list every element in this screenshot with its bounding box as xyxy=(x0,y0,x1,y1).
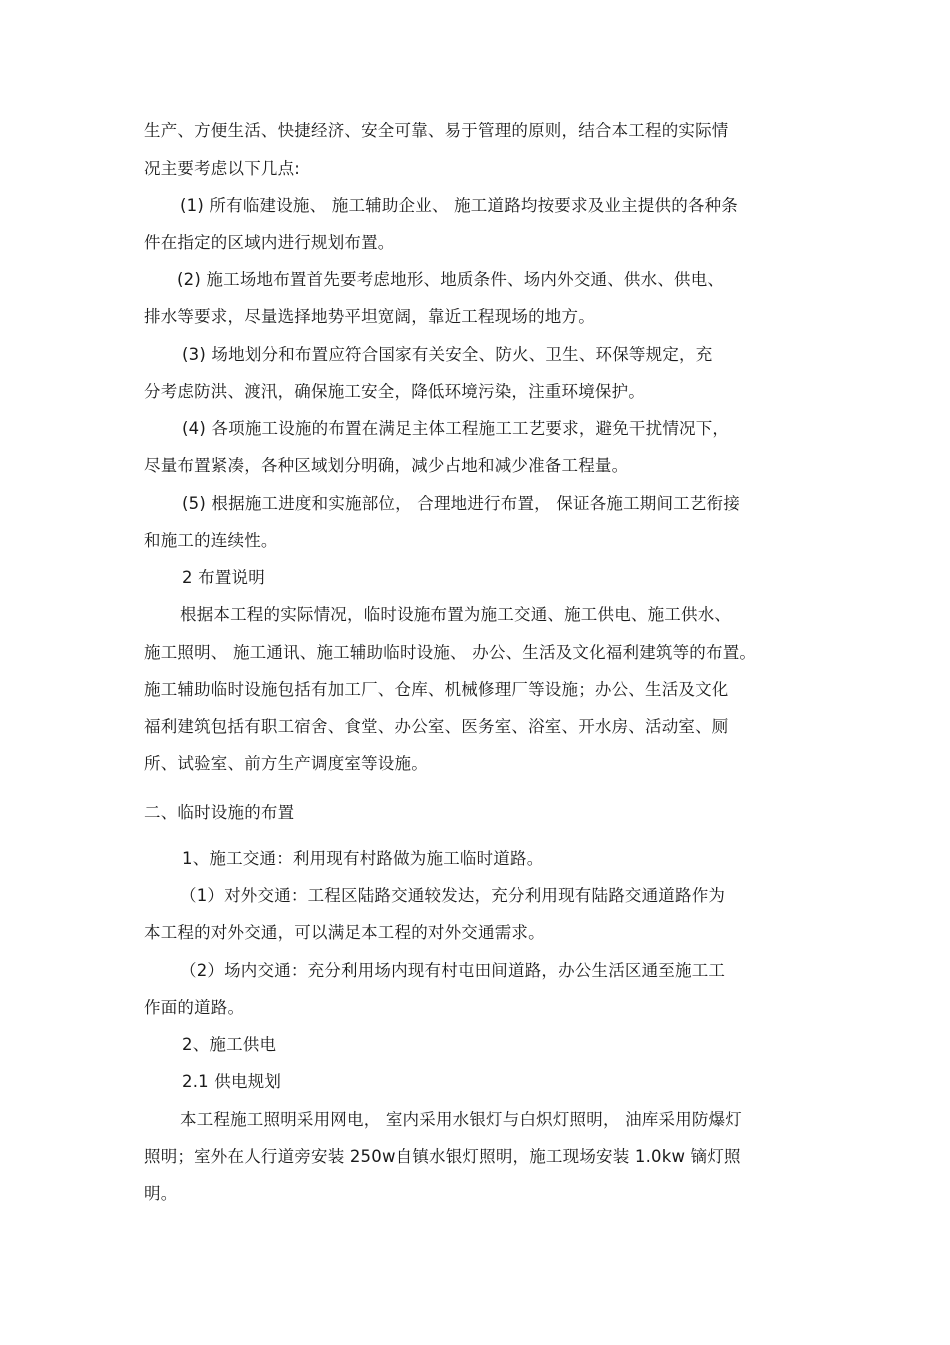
text-line: 施工照明、 施工通讯、施工辅助临时设施、 办公、生活及文化福利建筑等的布置。 xyxy=(144,643,757,662)
chapter-heading: 二、临时设施的布置 xyxy=(144,803,295,822)
text-line: 排水等要求，尽量选择地势平坦宽阔，靠近工程现场的地方。 xyxy=(144,307,595,326)
list-item-internal-traffic: （2）场内交通：充分利用场内现有村屯田间道路，办公生活区通至施工工 xyxy=(180,961,726,980)
text-line: 生产、方便生活、快捷经济、安全可靠、易于管理的原则，结合本工程的实际情 xyxy=(144,121,729,140)
list-item-3: (3) 场地划分和布置应符合国家有关安全、防火、卫生、环保等规定，充 xyxy=(182,345,713,364)
subsection-heading: 2.1 供电规划 xyxy=(182,1072,282,1091)
text-line: 作面的道路。 xyxy=(144,998,245,1017)
text-line: 尽量布置紧凑，各种区域划分明确，减少占地和减少准备工程量。 xyxy=(144,456,629,475)
text-line: 福利建筑包括有职工宿舍、食堂、办公室、医务室、浴室、开水房、活动室、厕 xyxy=(144,717,729,736)
text-line: 本工程的对外交通，可以满足本工程的对外交通需求。 xyxy=(144,923,545,942)
text-line: 照明；室外在人行道旁安装 250w自镇水银灯照明，施工现场安装 1.0kw 镝灯照 xyxy=(144,1147,741,1166)
text-line: 所、试验室、前方生产调度室等设施。 xyxy=(144,754,428,773)
section-heading: 2 布置说明 xyxy=(182,568,265,587)
text-line: 件在指定的区域内进行规划布置。 xyxy=(144,233,395,252)
list-item-4: (4) 各项施工设施的布置在满足主体工程施工工艺要求，避免干扰情况下， xyxy=(182,419,730,438)
paragraph-line: 本工程施工照明采用网电， 室内采用水银灯与白炽灯照明， 油库采用防爆灯 xyxy=(180,1110,742,1129)
paragraph-line: 根据本工程的实际情况，临时设施布置为施工交通、施工供电、施工供水、 xyxy=(180,605,732,624)
subsection-heading: 2、施工供电 xyxy=(182,1035,277,1054)
text-line: 况主要考虑以下几点: xyxy=(144,159,301,178)
list-item-5: (5) 根据施工进度和实施部位， 合理地进行布置， 保证各施工期间工艺衔接 xyxy=(182,494,741,513)
text-line: 明。 xyxy=(144,1184,178,1203)
text-line: 分考虑防洪、渡汛，确保施工安全，降低环境污染，注重环境保护。 xyxy=(144,382,645,401)
text-line: 和施工的连续性。 xyxy=(144,531,278,550)
list-item-1: (1) 所有临建设施、 施工辅助企业、 施工道路均按要求及业主提供的各种条 xyxy=(180,196,739,215)
list-item-2: (2) 施工场地布置首先要考虑地形、地质条件、场内外交通、供水、供电、 xyxy=(177,270,725,289)
subsection-heading: 1、施工交通：利用现有村路做为施工临时道路。 xyxy=(182,849,544,868)
text-line: 施工辅助临时设施包括有加工厂、仓库、机械修理厂等设施；办公、生活及文化 xyxy=(144,680,729,699)
list-item-external-traffic: （1）对外交通：工程区陆路交通较发达，充分利用现有陆路交通道路作为 xyxy=(180,886,726,905)
